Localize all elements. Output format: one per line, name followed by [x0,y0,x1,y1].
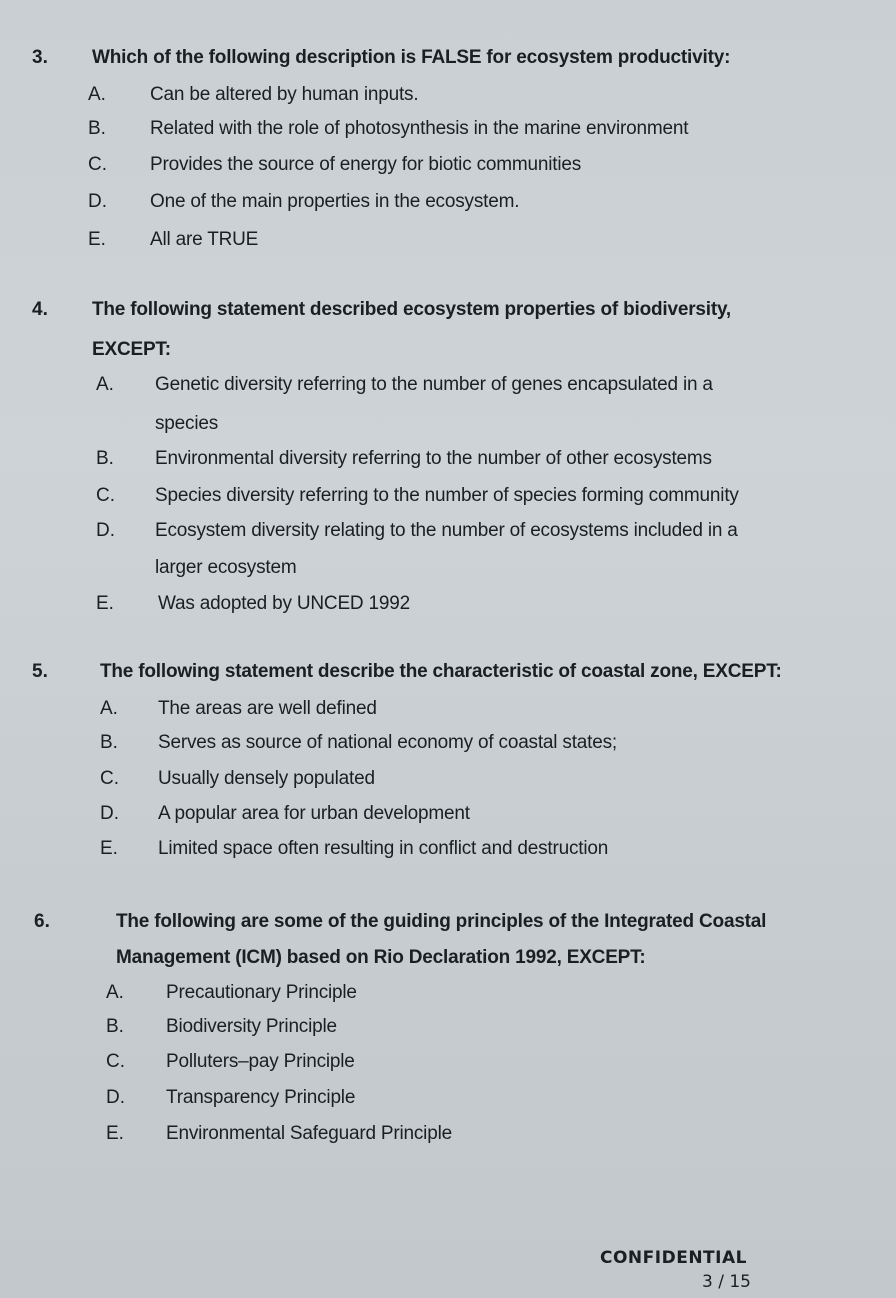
option-text-continued: larger ecosystem [155,557,297,578]
question-stem: The following statement describe the characteristic of coastal zone, EXCEPT: [100,661,782,682]
option-text: A popular area for urban development [158,803,470,824]
option-text: Genetic diversity referring to the number of genes encapsulated in a [155,374,713,395]
option-letter: C. [88,154,107,175]
option-letter: D. [106,1087,125,1108]
option-text: Related with the role of photosynthesis in the marine environment [150,118,689,139]
question-stem-continued: EXCEPT: [92,339,171,360]
option-text: All are TRUE [150,229,259,250]
option-text: Precautionary Principle [166,982,357,1003]
option-text: Limited space often resulting in conflict and destruction [158,838,609,859]
option-letter: E. [88,229,106,250]
option-text: Usually densely populated [158,768,375,789]
question-stem: The following are some of the guiding principles of the Integrated Coastal [116,911,767,932]
option-letter: E. [106,1123,124,1144]
option-letter: C. [96,485,115,506]
option-text: Species diversity referring to the number of species forming community [155,485,739,506]
option-text: Can be altered by human inputs. [150,84,419,105]
option-text: Environmental diversity referring to the number of other ecosystems [155,448,712,469]
question-stem-continued: Management (ICM) based on Rio Declaration 1992, EXCEPT: [116,947,646,968]
option-letter: D. [88,191,107,212]
option-letter: A. [106,982,124,1003]
option-text: One of the main properties in the ecosystem. [150,191,520,212]
option-letter: D. [100,803,119,824]
option-letter: A. [100,698,118,719]
option-letter: A. [88,84,106,105]
page-number: 3 / 15 [702,1272,751,1292]
confidential-label: CONFIDENTIAL [600,1248,747,1268]
question-stem: Which of the following description is FALSE for ecosystem productivity: [92,47,731,68]
option-text: The areas are well defined [158,698,377,719]
option-text-continued: species [155,413,219,434]
option-letter: E. [100,838,118,859]
option-letter: D. [96,520,115,541]
option-text: Was adopted by UNCED 1992 [158,593,410,614]
option-letter: B. [100,732,118,753]
question-number: 6. [34,911,50,932]
option-letter: E. [96,593,114,614]
question-number: 4. [32,299,48,320]
option-text: Transparency Principle [166,1087,356,1108]
option-letter: B. [96,448,114,469]
question-number: 5. [32,661,48,682]
question-stem: The following statement described ecosystem properties of biodiversity, [92,299,731,320]
option-text: Biodiversity Principle [166,1016,337,1037]
option-text: Serves as source of national economy of coastal states; [158,732,617,753]
option-letter: A. [96,374,114,395]
option-letter: C. [106,1051,125,1072]
option-text: Provides the source of energy for biotic communities [150,154,582,175]
option-letter: B. [106,1016,124,1037]
option-letter: B. [88,118,106,139]
option-text: Ecosystem diversity relating to the number of ecosystems included in a [155,520,738,541]
option-text: Environmental Safeguard Principle [166,1123,452,1144]
question-number: 3. [32,47,48,68]
option-letter: C. [100,768,119,789]
option-text: Polluters–pay Principle [166,1051,355,1072]
